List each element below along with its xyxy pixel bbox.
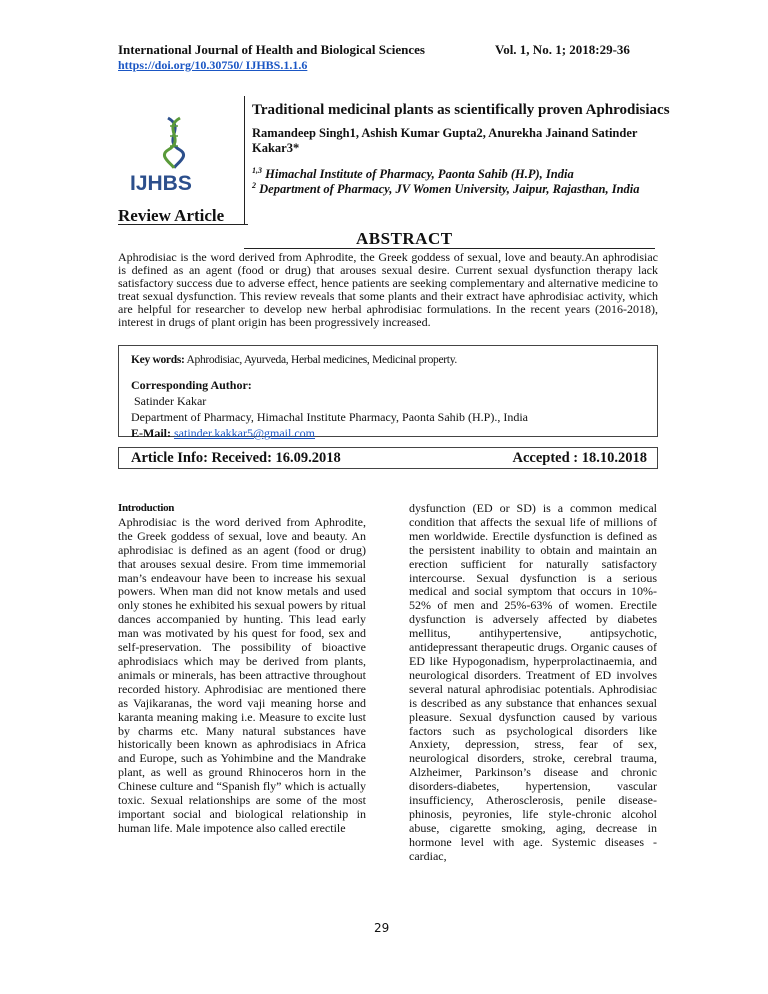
article-type: Review Article — [118, 206, 225, 225]
keywords-text: Aphrodisiac, Ayurveda, Herbal medicines, Medicinal property. — [184, 354, 457, 366]
keywords-box — [118, 345, 658, 377]
affiliation-2-text: Department of Pharmacy, JV Women University, Jaipur, Rajasthan, India — [256, 182, 640, 197]
email-label: E-Mail: — [131, 426, 171, 440]
body-column-left — [118, 502, 366, 836]
article-info-box — [118, 447, 658, 469]
affiliation-1-text: Himachal Institute of Pharmacy, Paonta Sahib (H.P), India — [262, 167, 574, 182]
affiliation-2-marker: 2 — [252, 181, 256, 190]
accepted-date: Accepted : 18.10.2018 — [512, 450, 647, 466]
divider-vertical — [244, 96, 245, 224]
keywords-label: Key words: — [131, 354, 185, 366]
ijhbs-logo — [126, 114, 222, 196]
volume-info: Vol. 1, No. 1; 2018:29-36 — [495, 42, 630, 57]
logo-text: IJHBS — [130, 172, 192, 195]
author-list — [252, 126, 672, 156]
section-heading: Introduction — [118, 502, 175, 514]
affiliation-1 — [252, 166, 574, 182]
corresponding-name: Satinder Kakar — [134, 394, 207, 408]
doi-link[interactable]: https://doi.org/10.30750/ IJHBS.1.1.6 — [118, 58, 308, 72]
journal-name: International Journal of Health and Biological Sciences — [118, 42, 425, 57]
corresponding-author-box — [118, 374, 658, 440]
email-link[interactable]: satinder.kakkar5@gmail.com — [174, 426, 316, 440]
authors-line-1: Ramandeep Singh1, Ashish Kumar Gupta2, Anurekha Jainand Satinder — [252, 126, 638, 140]
affiliation-1-marker: 1,3 — [252, 166, 262, 175]
article-title: Traditional medicinal plants as scientifically proven Aphrodisiacs — [252, 102, 670, 118]
corresponding-label: Corresponding Author: — [131, 378, 252, 392]
body-text-right: dysfunction (ED or SD) is a common medical condition that affects the sexual life of millions of men worldwide. Erectile dysfunction is defined as the persistent inability to obtain and maintain an erection sufficient for naturally satisfactory intercourse. Sexual dysfunction is a serious medical and social symptom that occurs in 10%- 52% of men and 25%-63% of women. Erectile dysfunction is adversely affected by diabetes mellitus, antihypertensive, antipsychotic, antidepressant therapeutic drugs. Organic causes of ED like Hypogonadism, hyperprolactinaemia, and neurological disorders. Treatment of ED involves several natural aphrodisiac potentials. Aphrodisiac is described as any substance that enhances sexual pleasure. Sexual dysfunction caused by various factors such as psychological disorders like Anxiety, depression, stress, fear of sex, neurological disorders, stroke, cerebral trauma, Alzheimer, Parkinson’s disease and chronic disorders-diabetes, hypertension, vascular insufficiency, Atherosclerosis, penile disease-phinosis, peyronies, life style-chronic alcohol abuse, cigarette smoking, aging, decrease in hormone level with age. Systemic diseases - cardiac, — [409, 501, 657, 863]
abstract-text: Aphrodisiac is the word derived from Aphrodite, the Greek goddess of sexual, love and beauty.An aphrodisiac is defined as an agent (food or drug) that arouses sexual desire. Current sexual dysfunction therapy lack satisfactory success due to adverse effect, hence patients are seeking complementary and alternative medicine to treat sexual dysfunction. This review reveals that some plants and their extract have aphrodisiac activity, which are helpful for researcher to develop new herbal aphrodisiac formulations. In the recent years (2016-2018), interest in drugs of plant origin has been progressively increased. — [118, 250, 658, 329]
received-date: Article Info: Received: 16.09.2018 — [131, 450, 341, 466]
corresponding-department: Department of Pharmacy, Himachal Institute Pharmacy, Paonta Sahib (H.P)., India — [131, 410, 529, 424]
body-column-right — [409, 502, 657, 864]
body-text-left: Aphrodisiac is the word derived from Aphrodite, the Greek goddess of sexual, love and beauty. An aphrodisiac is defined as an agent (food or drug) that arouses sexual desire. From time immemorial man’s endeavour have been to increase his sexual powers. When man did not know metals and used only stones he exhibited his sexual powers by ritual dances accompanied by hunting. This lead early man was motivated by his quest for food, sex and self-preservation. The possibility of bioactive aphrodisiacs which may be derived from plants, animals or minerals, has been attractive throughout recorded history. Aphrodisiac are mentioned there as Vajikaranas, the word vaji meaning horse and karanta meaning making i.e. Measure to excite lust by charms etc. Many natural substances have historically been known as aphrodisiacs in Africa and Europe, such as Yohimbine and the Mandrake plant, as well as ground Rhinoceros horn in the Chinese culture and “Spanish fly” which is actually toxic. Sexual relationships are some of the most important social and biological relationship in human life. Male impotence also called erectile — [118, 514, 366, 835]
abstract-heading: ABSTRACT — [356, 229, 453, 248]
authors-line-2: Kakar3* — [252, 141, 300, 155]
affiliation-2 — [252, 181, 640, 197]
page-number: 29 — [374, 921, 390, 935]
